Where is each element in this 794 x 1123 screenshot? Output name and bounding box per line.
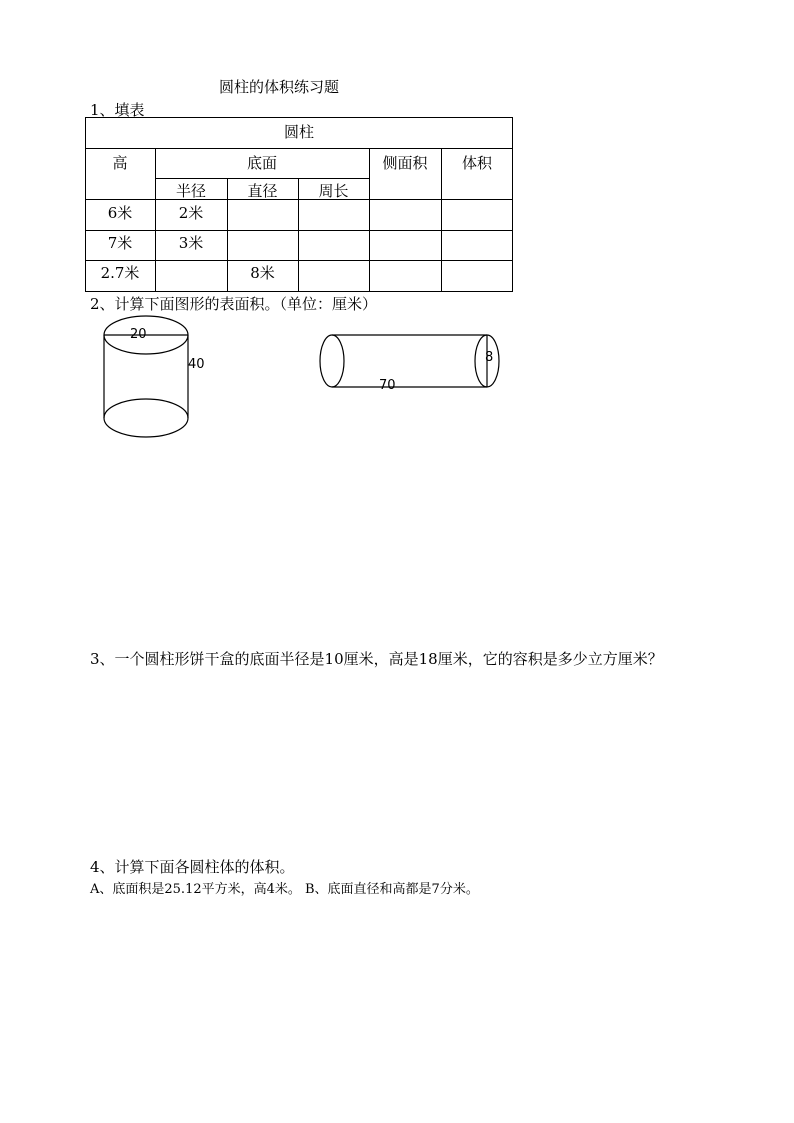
cylinder2-diameter-label: 8 — [485, 350, 494, 365]
question-4-heading: 4、计算下面各圆柱体的体积。 — [90, 858, 295, 876]
header-circumference: 周长 — [318, 182, 349, 200]
question-3-text: 3、一个圆柱形饼干盒的底面半径是10厘米，高是18厘米，它的容积是多少立方厘米？ — [90, 650, 663, 668]
header-lateral-area: 侧面积 — [382, 154, 428, 172]
page-title: 圆柱的体积练习题 — [219, 78, 340, 96]
header-diameter: 直径 — [247, 182, 278, 200]
header-volume: 体积 — [461, 154, 492, 172]
cylinder1-diameter-label: 20 — [130, 327, 147, 342]
row2-height: 7米 — [107, 234, 133, 252]
header-height: 高 — [112, 154, 128, 172]
question-2-heading: 2、计算下面图形的表面积。（单位：厘米） — [90, 295, 378, 313]
question-1-heading: 1、填表 — [90, 101, 145, 119]
row1-height: 6米 — [107, 204, 133, 222]
row1-radius: 2米 — [178, 204, 204, 222]
cylinder1-height-label: 40 — [188, 357, 205, 372]
fill-in-table — [85, 117, 515, 293]
header-base: 底面 — [246, 154, 277, 172]
horizontal-cylinder-figure — [315, 330, 505, 392]
row3-height: 2.7米 — [100, 264, 140, 282]
header-radius: 半径 — [175, 182, 206, 200]
row3-diameter: 8米 — [250, 264, 275, 282]
cylinder2-length-label: 70 — [379, 378, 396, 393]
table-caption: 圆柱 — [283, 123, 314, 141]
vertical-cylinder-figure — [95, 312, 205, 444]
row2-radius: 3米 — [178, 234, 204, 252]
question-4-parts: A、底面积是25.12平方米，高4米。 B、底面直径和高都是7分米。 — [90, 882, 479, 897]
